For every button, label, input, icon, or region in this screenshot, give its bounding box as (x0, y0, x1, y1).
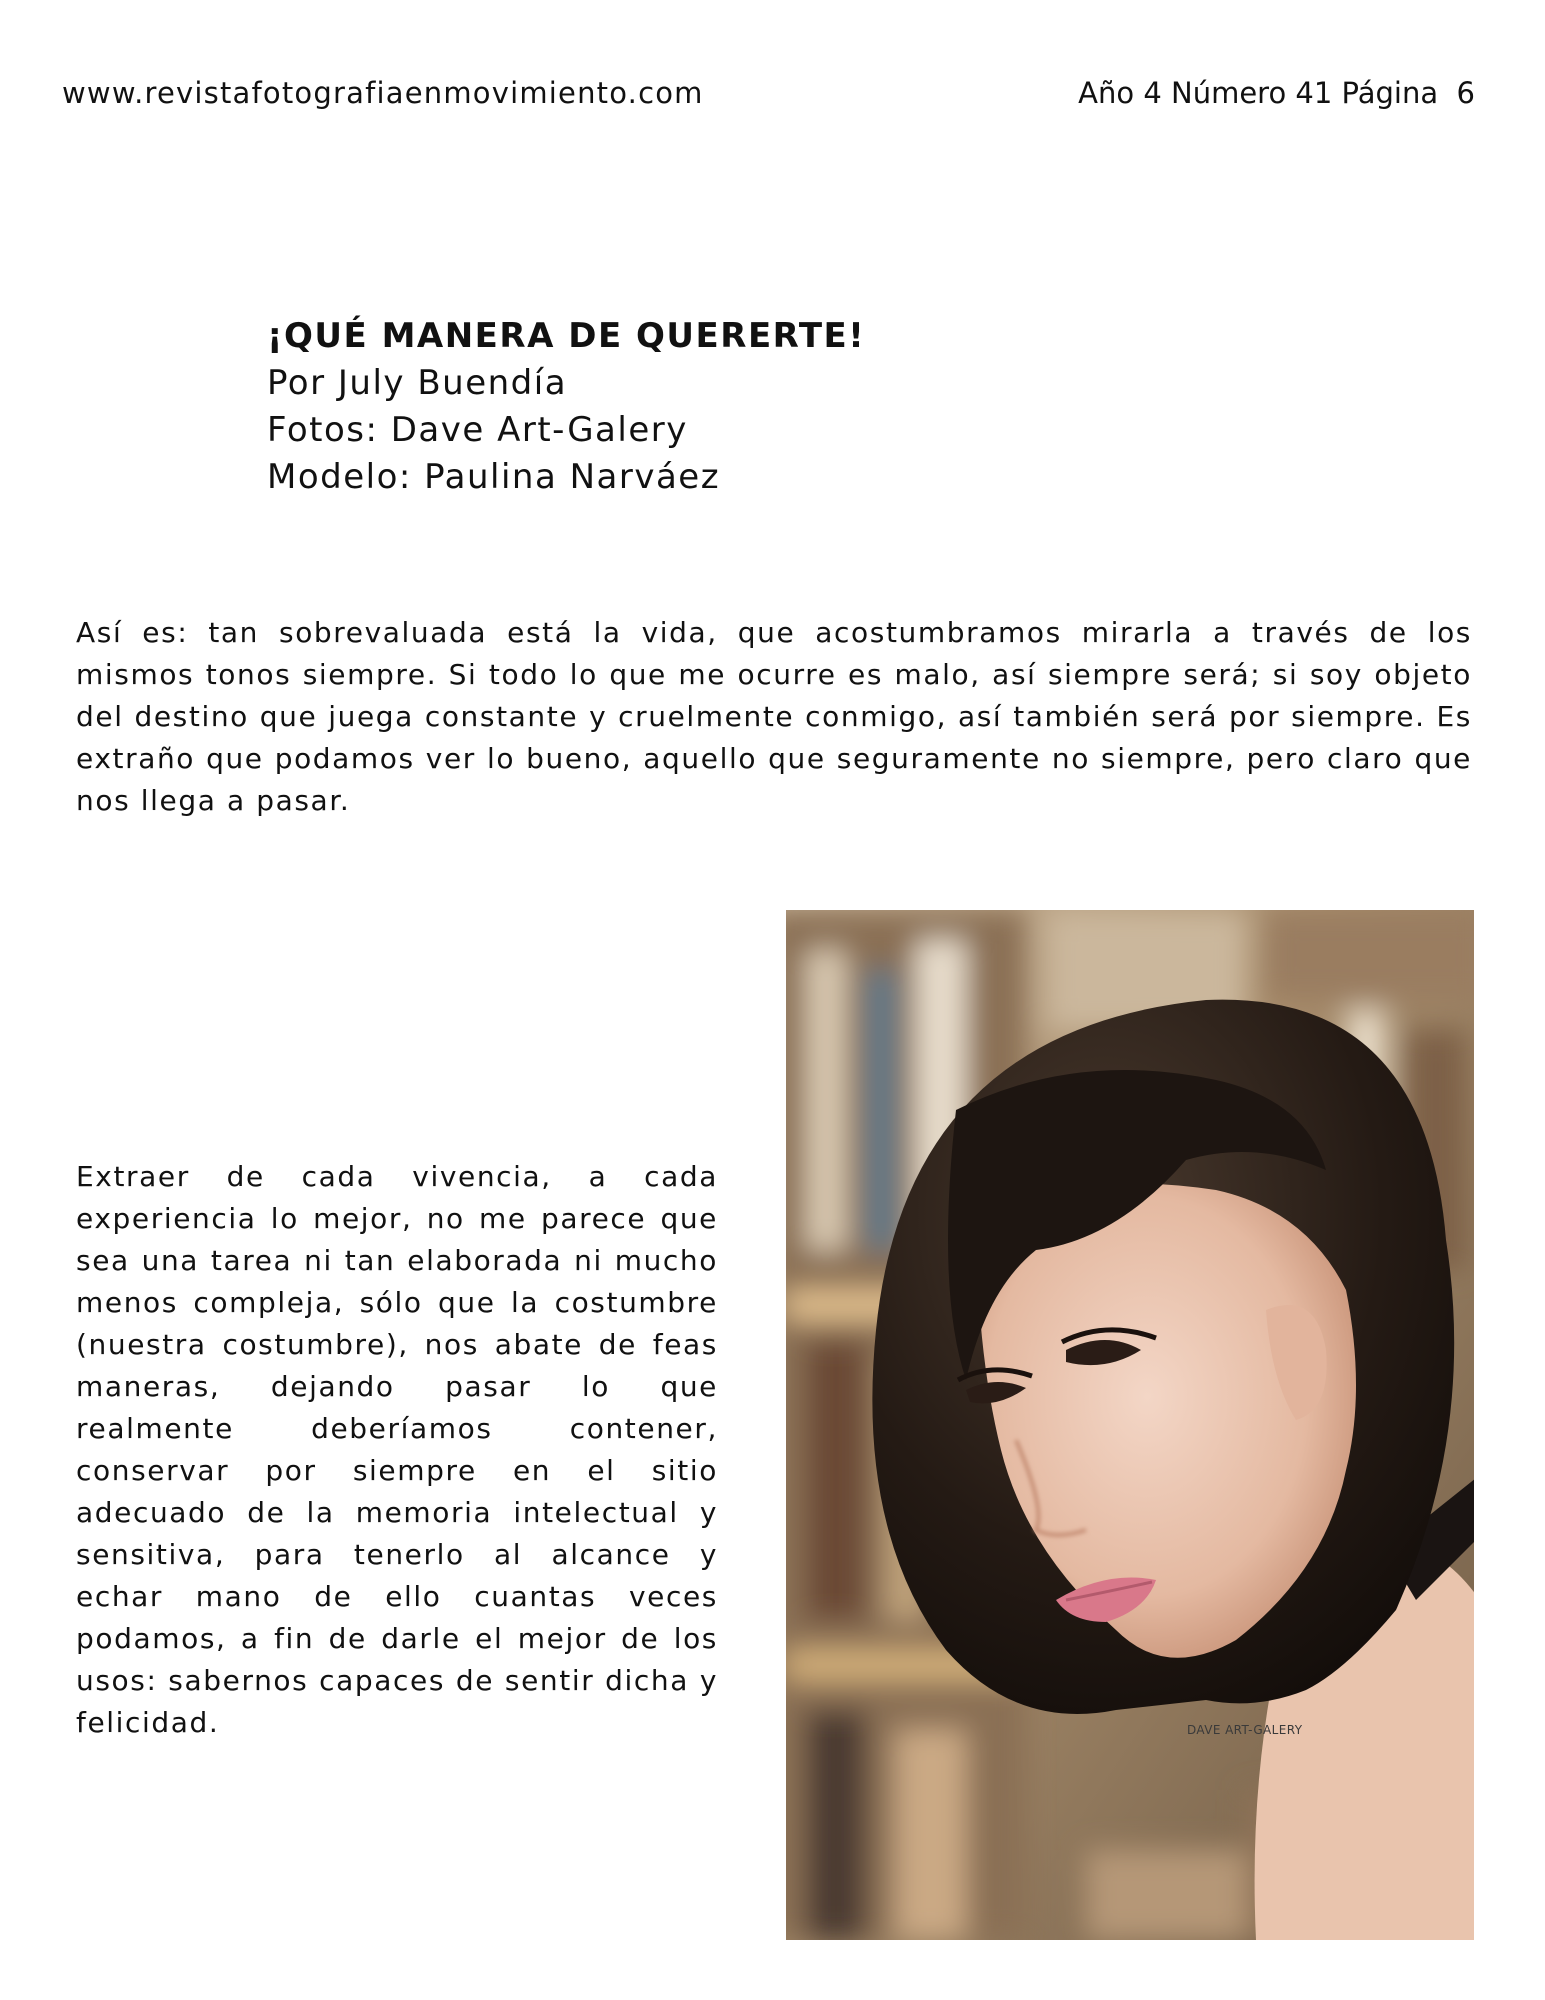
article-header (267, 312, 865, 501)
issue-page-info: Año 4 Número 41 Página 6 (1078, 76, 1475, 110)
intro-paragraph: Así es: tan sobrevaluada está la vida, que acostumbramos mirarla a través de los mismos tonos siempre. Si todo lo que me ocurre es malo, así siempre será; si soy objeto del destino que juega constante y cruelmente conmigo, así también será por siempre. Es extraño que podamos ver lo bueno, aquello que seguramente no siempre, pero claro que nos llega a pasar. (76, 616, 1472, 817)
magazine-url[interactable]: www.revistafotografiaenmovimiento.com (62, 76, 704, 110)
article-title: ¡QUÉ MANERA DE QUERERTE! (267, 316, 866, 356)
model-portrait-photo (786, 910, 1474, 1940)
photo-watermark: DAVE ART-GALERY (1187, 1723, 1303, 1737)
model-credit: Modelo: Paulina Narváez (267, 457, 721, 497)
photos-credit: Fotos: Dave Art-Galery (267, 410, 688, 450)
author-credit: Por July Buendía (267, 363, 568, 403)
column-paragraph: Extraer de cada vivencia, a cada experiencia lo mejor, no me parece que sea una tarea ni tan elaborada ni mucho menos compleja, sólo que la costumbre (nuestra costumbre), nos abate de feas maneras, dejando pasar lo que realmente deberíamos contener, conservar por siempre en el sitio adecuado de la memoria intelectual y sensitiva, para tenerlo al alcance y echar mano de ello cuantas veces podamos, a fin de darle el mejor de los usos: sabernos capaces de sentir dicha y felicidad. (76, 1160, 718, 1739)
portrait-illustration (786, 910, 1474, 1940)
